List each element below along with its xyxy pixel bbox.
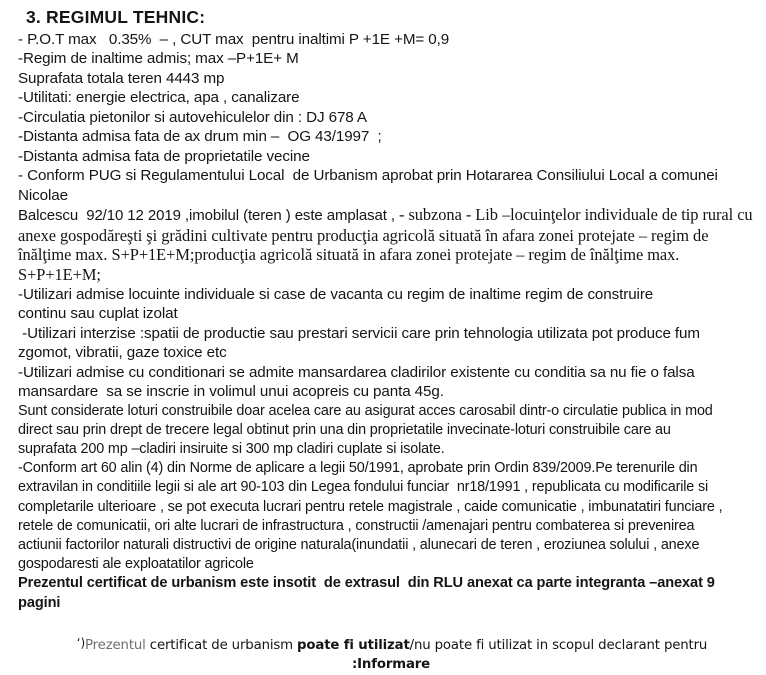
loturi-line-2: direct sau prin drept de trecere legal obtinut prin una din proprietatile invecinate-loturi construibile care au — [18, 421, 671, 438]
footer-scope: :Informare — [351, 657, 431, 673]
footer-faded-word: Prezentul — [85, 638, 146, 654]
footer-usage-line — [18, 633, 756, 656]
spec-suprafata-teren: Suprafata totala teren 4443 mp — [18, 69, 225, 87]
page-title: 3. REGIMUL TEHNIC: — [26, 7, 206, 27]
spec-pot-cut: - P.O.T max 0.35% – , CUT max pentru inaltimi P +1E +M= 0,9 — [18, 30, 450, 48]
norme-line-4: retele de comunicatii, ori alte lucrari de infrastructura , constructii /amenajari pentru combaterea si prevenirea — [18, 517, 695, 534]
norme-line-6: gospodaresti ale exploatatilor agricole — [18, 556, 254, 573]
utilizari-conditionari-line-2: mansardare sa se inscrie in volimul unui acopreis cu panta 45g. — [18, 383, 444, 401]
utilizari-admise-line-2: continu sau cuplat izolat — [18, 305, 178, 323]
norme-line-5: actiunii factorilor naturali distructivi de origine naturala(inundatii , alunecari de teren , eroziunea solului , anexe — [18, 536, 700, 553]
loturi-line-1: Sunt considerate loturi construibile doar acelea care au asigurat acces carosabil dintr-o circulatie publica in mod — [18, 402, 713, 419]
pug-line-2-sans-part: Balcescu 92/10 12 2019 ,imobilul (teren ) este amplasat , — [18, 207, 399, 225]
pug-regulament-block — [18, 166, 756, 284]
technical-specs-block — [18, 30, 756, 167]
norme-aplicare-block — [18, 459, 756, 574]
utilizari-admise-line-1: -Utilizari admise locuinte individuale si case de vacanta cu regim de inaltime regim de construire — [18, 285, 654, 303]
spec-circulatie: -Circulatia pietonilor si autovehiculelor din : DJ 678 A — [18, 108, 367, 126]
utilizari-block — [18, 285, 756, 402]
footer-text-after-bold: /nu poate fi utilizat in scopul declarant pentru — [409, 638, 708, 654]
pug-line-2 — [18, 205, 756, 226]
norme-line-1: -Conform art 60 alin (4) din Norme de aplicare a legii 50/1991, aprobate prin Ordin 839/2009.Pe terenurile din — [18, 460, 698, 477]
footnote-asterisk: ‘) — [76, 636, 85, 651]
pug-line-2-serif-part: - subzona - Lib –locuinţelor individuale de tip rural cu — [398, 205, 753, 225]
loturi-construibile-block — [18, 402, 756, 460]
pug-line-5: S+P+1E+M; — [18, 264, 101, 284]
footer-usage-note — [18, 633, 756, 675]
norme-line-3: completarile ulterioare , se pot executa lucrari pentru retele magistrale , caide comunicatie , imbunatatiri funciare , — [18, 498, 723, 515]
spec-distanta-proprietati-vecine: -Distanta admisa fata de proprietatile vecine — [18, 147, 310, 165]
footer-text-before-bold: certificat de urbanism — [145, 638, 298, 654]
utilizari-interzise-line-1: -Utilizari interzise :spatii de productie sau prestari servicii care prin tehnologia utilizata pot produce fum — [18, 324, 700, 342]
pug-line-1: - Conform PUG si Regulamentului Local de Urbanism aprobat prin Hotararea Consiliului Local a comunei Nicolae — [18, 167, 722, 204]
loturi-line-3: suprafata 200 mp –cladiri insiruite si 300 mp cladiri cuplate si isolate. — [18, 440, 445, 457]
pug-line-4: înălţime max. S+P+1E+M;producţia agricolă situată in afara zonei protejate – regim de înălţime max. — [18, 245, 680, 265]
footer-bold-usable: poate fi utilizat — [297, 638, 410, 654]
pug-line-3: anexe gospodăreşti şi grădini cultivate pentru producţia agricolă situată în afara zonei protejate – regim de — [18, 225, 709, 245]
anexa-note: Prezentul certificat de urbanism este insotit de extrasul din RLU anexat ca parte integranta –anexat 9 pagini — [18, 575, 719, 611]
utilizari-conditionari-line-1: -Utilizari admise cu conditionari se admite mansardarea cladirilor existente cu conditia sa nu fie o falsa — [18, 363, 695, 381]
utilizari-interzise-line-2: zgomot, vibratii, gaze toxice etc — [18, 344, 227, 362]
spec-utilitati: -Utilitati: energie electrica, apa , canalizare — [18, 89, 300, 107]
norme-line-2: extravilan in conditiile legii si ale art 90-103 din Legea fondului funciar nr18/1991 , republicata cu modificarile si — [18, 479, 709, 496]
spec-regim-inaltime: -Regim de inaltime admis; max –P+1E+ M — [18, 50, 299, 68]
spec-distanta-ax-drum: -Distanta admisa fata de ax drum min – OG 43/1997 ; — [18, 128, 382, 146]
